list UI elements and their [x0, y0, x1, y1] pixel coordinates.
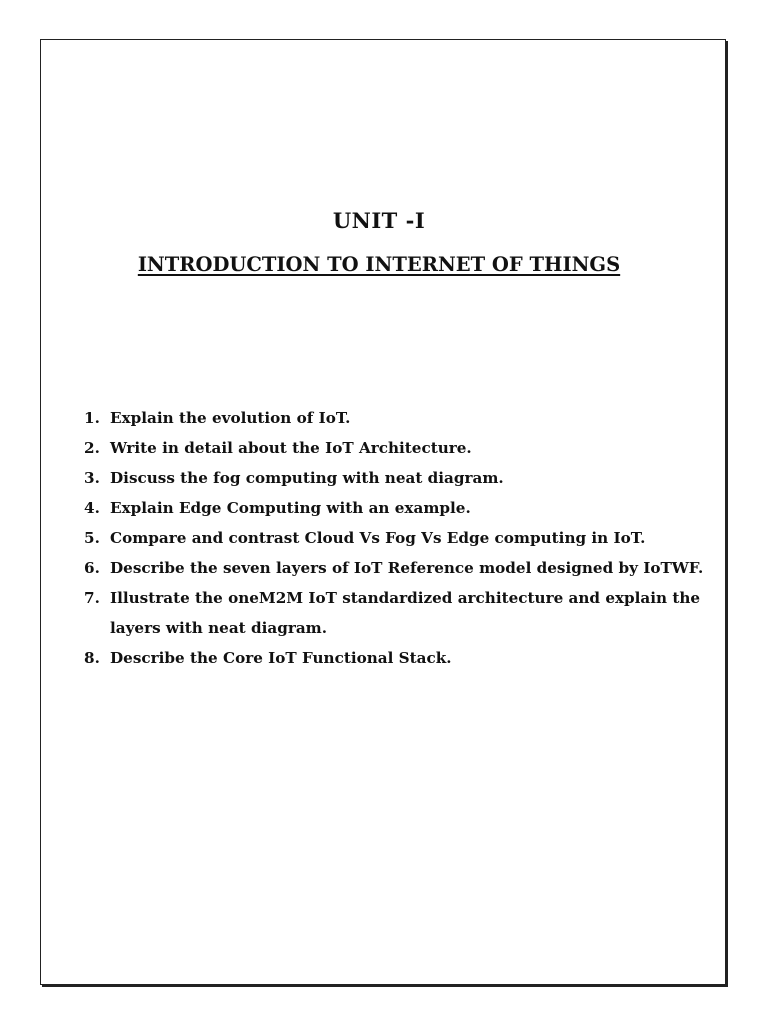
question-number: 7.: [84, 589, 100, 607]
topic-title: INTRODUCTION TO INTERNET OF THINGS: [137, 253, 621, 276]
question-number: 5.: [84, 529, 100, 547]
question-number: 2.: [84, 439, 100, 457]
question-item: [84, 643, 704, 673]
question-text: Describe the Core IoT Functional Stack.: [110, 649, 452, 667]
question-text: Illustrate the oneM2M IoT standardized architecture and explain the layers with neat diagram.: [110, 589, 701, 637]
question-text: Discuss the fog computing with neat diagram.: [110, 469, 504, 487]
question-item: [84, 463, 704, 493]
question-text: Compare and contrast Cloud Vs Fog Vs Edge computing in IoT.: [110, 529, 646, 547]
question-text: Explain Edge Computing with an example.: [110, 499, 471, 517]
question-item: [84, 403, 704, 433]
question-number: 4.: [84, 499, 100, 517]
question-text: Write in detail about the IoT Architecture.: [110, 439, 472, 457]
question-text: Explain the evolution of IoT.: [110, 409, 351, 427]
question-item: [84, 523, 704, 553]
unit-title: UNIT -I: [332, 208, 426, 233]
question-number: 8.: [84, 649, 100, 667]
question-list: [84, 403, 704, 673]
question-item: [84, 553, 704, 583]
question-number: 6.: [84, 559, 100, 577]
question-text: Describe the seven layers of IoT Reference model designed by IoTWF.: [110, 559, 704, 577]
question-number: 1.: [84, 409, 100, 427]
question-item: [84, 493, 704, 523]
question-item: [84, 433, 704, 463]
question-number: 3.: [84, 469, 100, 487]
question-item: [84, 583, 704, 643]
